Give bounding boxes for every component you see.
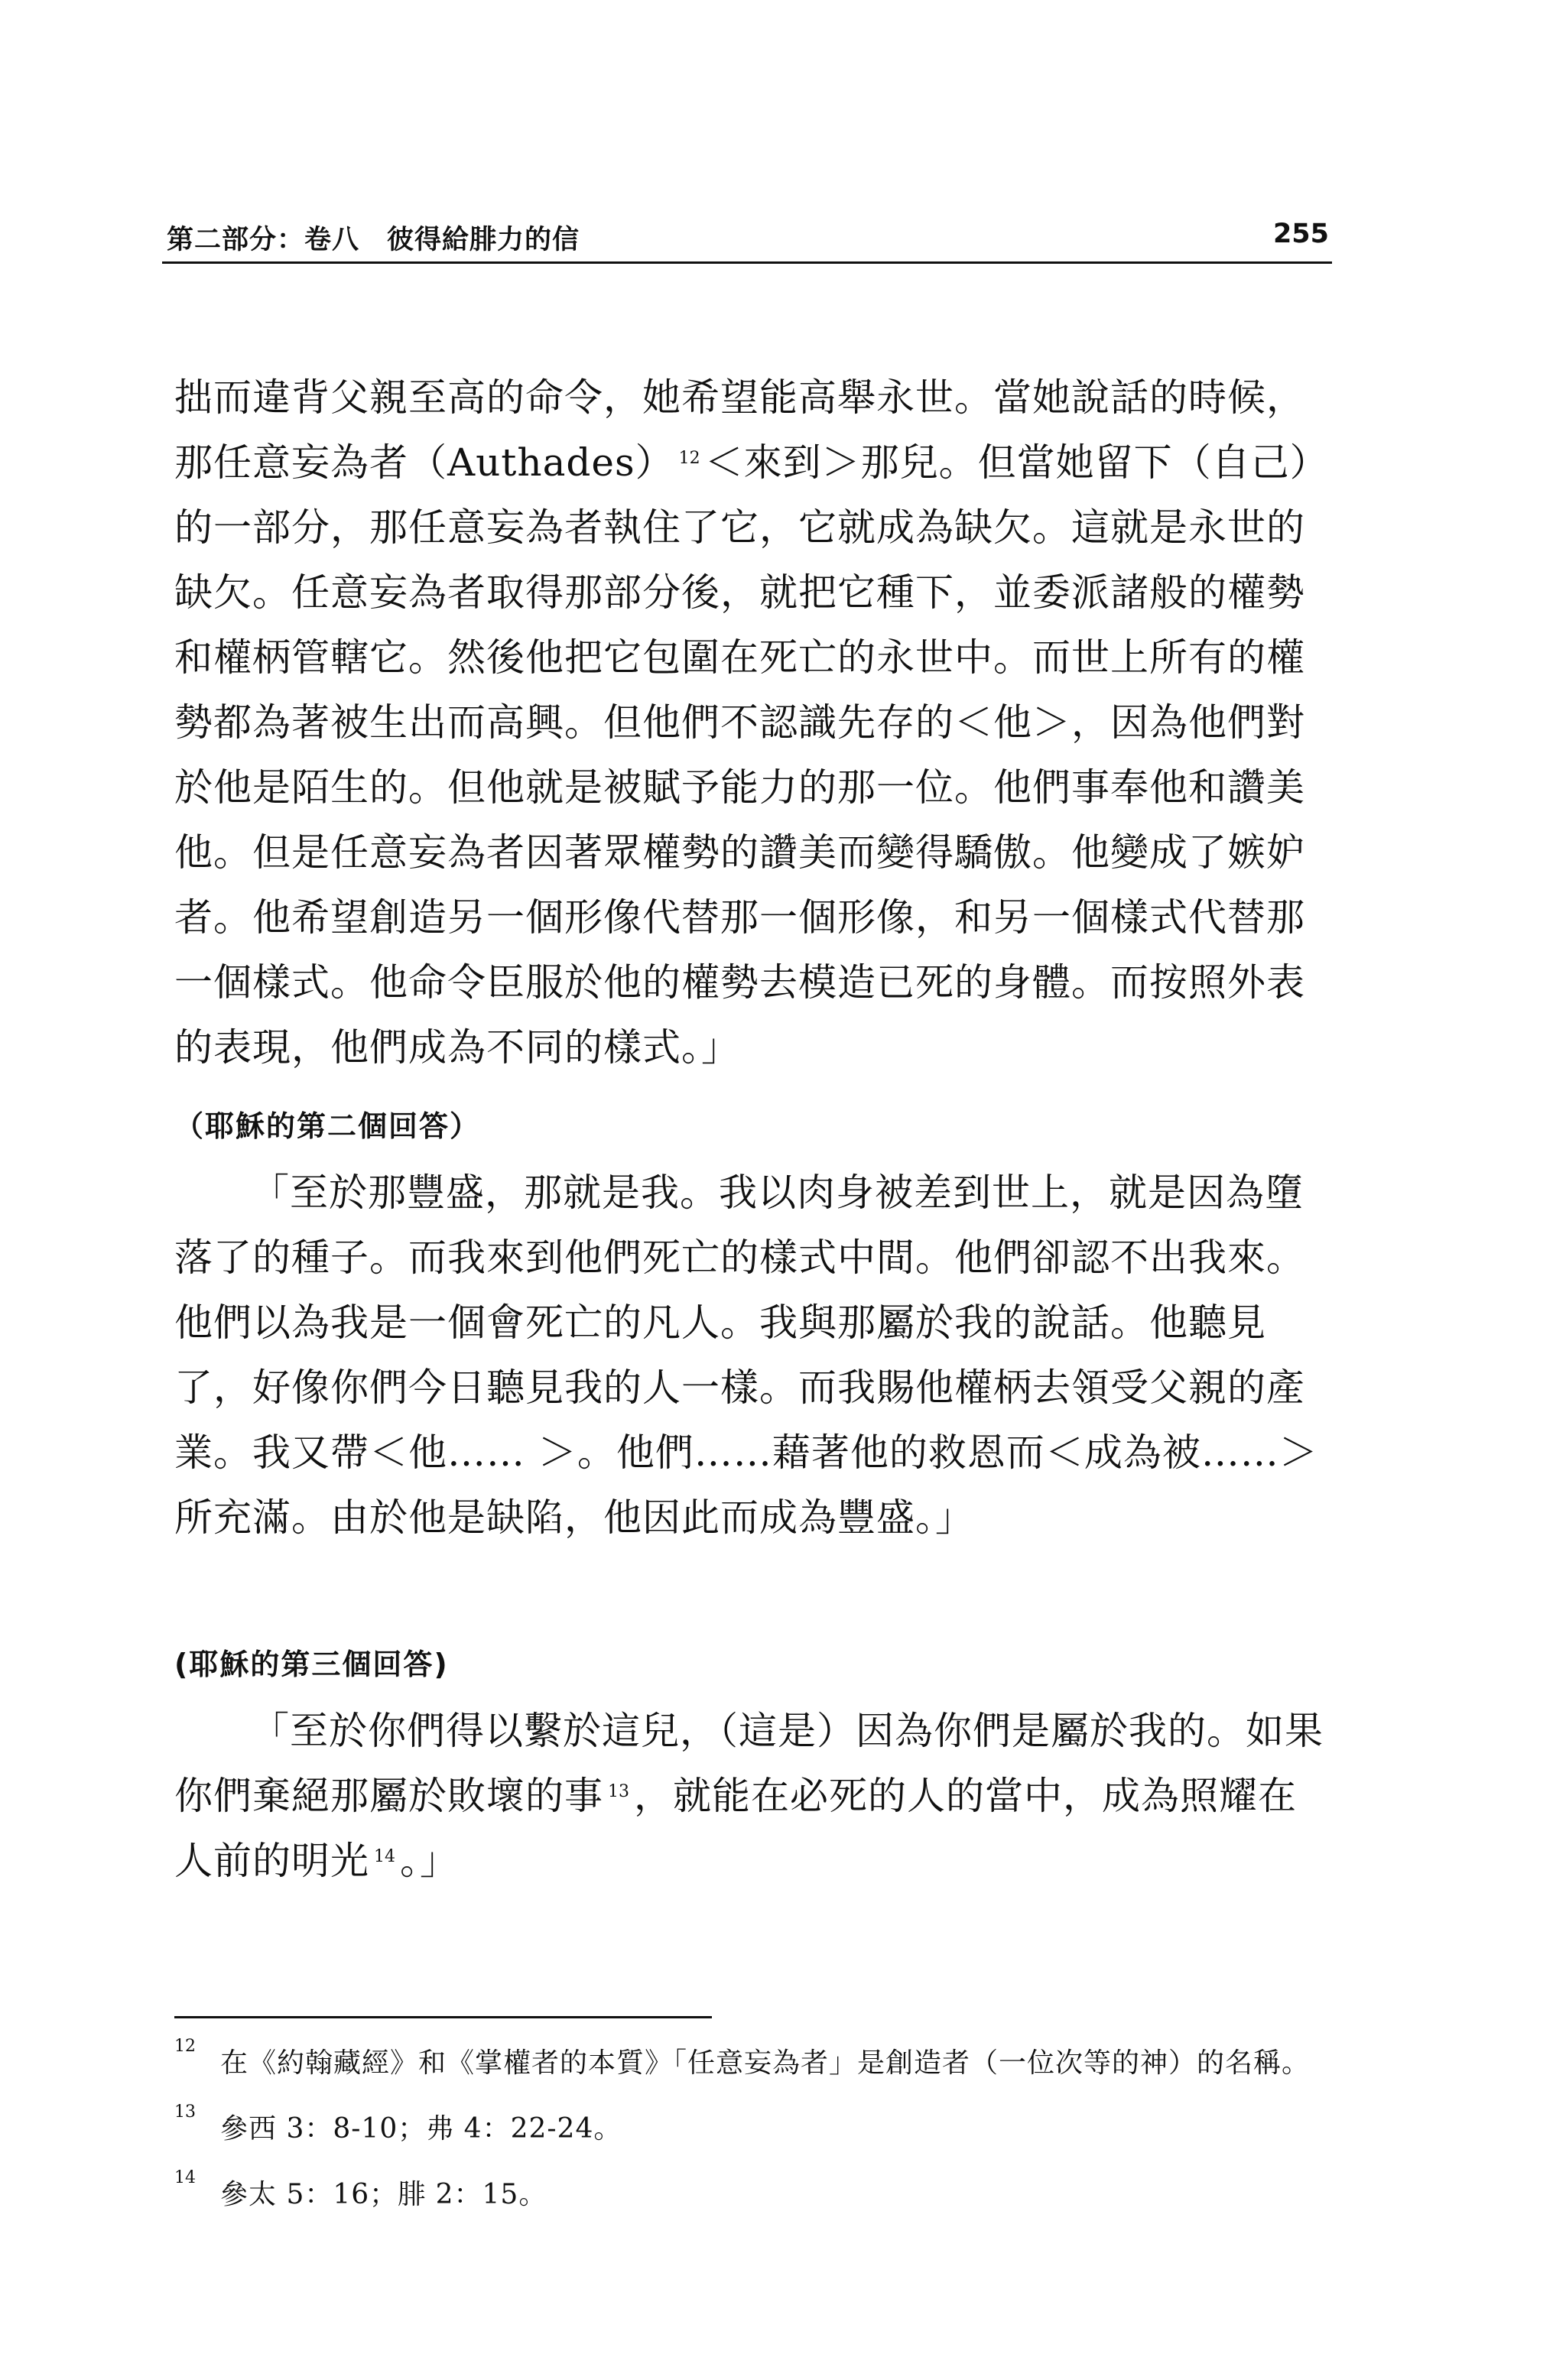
section-heading-third-answer: (耶穌的第三個回答) <box>174 1648 449 1681</box>
footnote-ref-14: 14 <box>374 1847 395 1866</box>
section-heading-second-answer: （耶穌的第二個回答） <box>174 1109 481 1143</box>
footnote-number: 14 <box>174 2168 196 2187</box>
footnote-number: 12 <box>174 2037 196 2056</box>
paragraph-text: ＜來到＞那兒。但當她留下（自己）的一部分，那任意妄為者執住了它，它就成為缺欠。這就是永世的缺欠。任意妄為者取得那部分後，就把它種下，並委派諸般的權勢和權柄管轄它。然後他把它包圍在死亡的永世中。而世上所有的權勢都為著被生出而高興。但他們不認識先存的＜他＞，因為他們對於他是陌生的。但他就是被賦予能力的那一位。他們事奉他和讚美他。但是任意妄為者因著眾權勢的讚美而變得驕傲。他變成了嫉妒者。他希望創造另一個形像代替那一個形像，和另一個樣式代替那一個樣式。他命令臣服於他的權勢去模造已死的身體。而按照外表的表現，他們成為不同的樣式。」 <box>174 440 1329 1070</box>
footnote-ref-12: 12 <box>678 449 700 468</box>
footnote-12 <box>174 2037 1329 2107</box>
footnotes <box>174 2037 1329 2239</box>
header-rule <box>162 261 1332 264</box>
paragraph-third-answer <box>174 1699 1329 1894</box>
running-head <box>167 216 1329 261</box>
footnote-text: 參西 3：8-10；弗 4：22-24。 <box>220 2113 622 2145</box>
paragraph-text: 。」 <box>400 1839 459 1883</box>
footnote-text: 參太 5：16；腓 2：15。 <box>220 2179 547 2210</box>
page-number: 255 <box>1272 219 1329 249</box>
paragraph-second-answer: 「至於那豐盛，那就是我。我以肉身被差到世上，就是因為墮落了的種子。而我來到他們死亡的樣式中間。他們卻認不出我來。他們以為我是一個會死亡的凡人。我與那屬於我的說話。他聽見了，好像你們今日聽見我的人一樣。而我賜他權柄去領受父親的產業。我又帶＜他…… ＞。他們……藉著他的救恩而＜成為被……＞所充滿。由於他是缺陷，他因此而成為豐盛。」 <box>174 1171 1318 1540</box>
footnote-14 <box>174 2168 1329 2239</box>
footnote-ref-13: 13 <box>608 1782 629 1801</box>
paragraph-text: 拙而違背父親至高的命令，她希望能高舉永世。當她說話的時候，那任意妄為者（Authades） <box>174 375 1305 485</box>
paragraph-text: ，就能在必死的人的當中，成為照耀在人前的明光 <box>174 1774 1297 1883</box>
paragraph-text: 「至於你們得以繫於這兒，（這是）因為你們是屬於我的。如果你們棄絕那屬於敗壞的事 <box>174 1709 1324 1818</box>
footnote-rule <box>174 2016 712 2018</box>
footnote-number: 13 <box>174 2102 196 2122</box>
running-head-title: 第二部分：卷八 彼得給腓力的信 <box>167 225 580 255</box>
footnote-13 <box>174 2102 1329 2173</box>
paragraph-continuation <box>174 365 1329 1080</box>
footnote-text: 在《約翰藏經》和《掌權者的本質》「任意妄為者」是創造者（一位次等的神）的名稱。 <box>220 2047 1311 2079</box>
